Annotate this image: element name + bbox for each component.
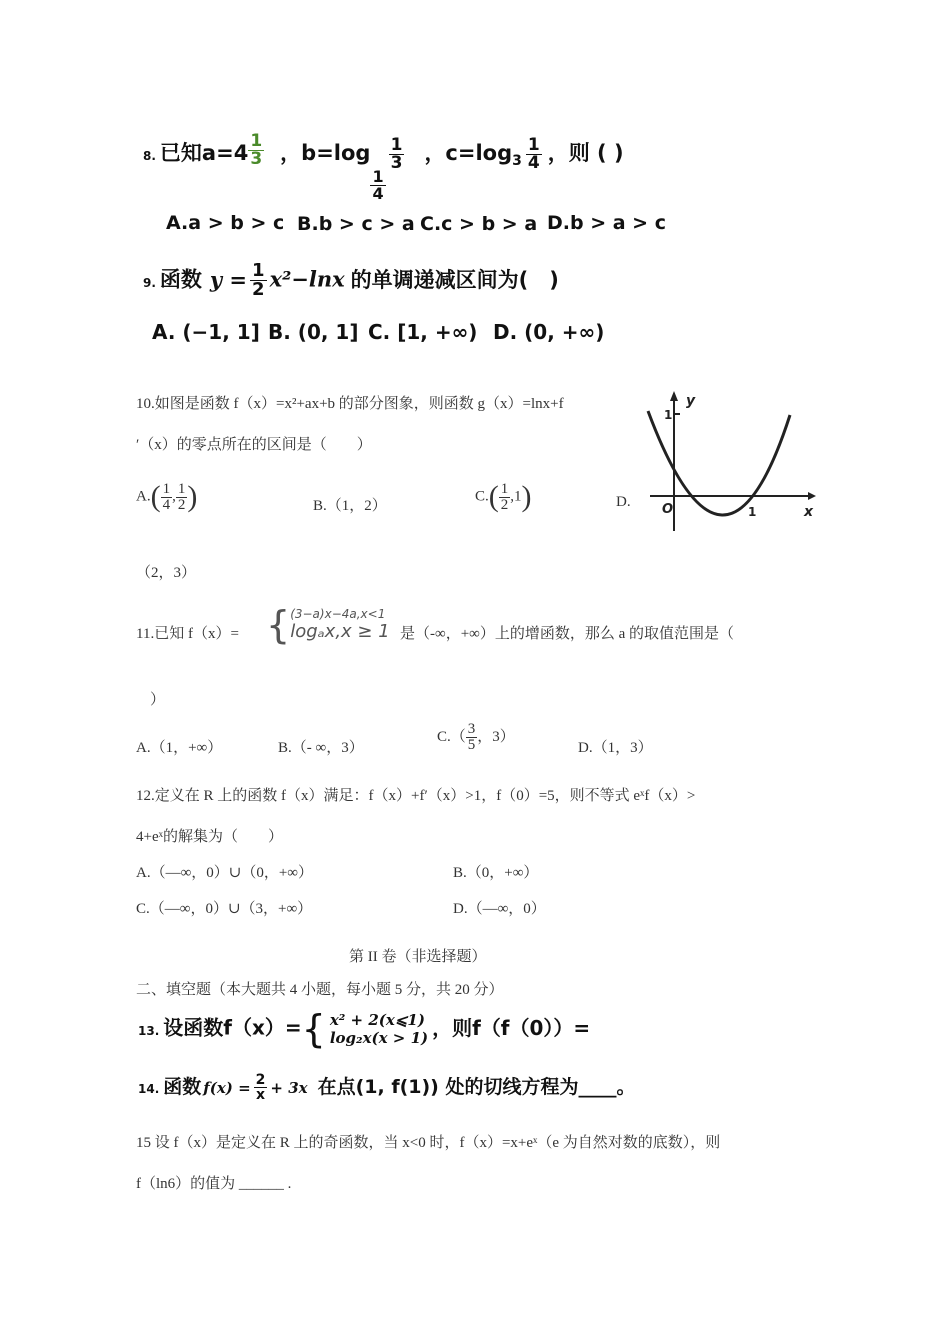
q9-stem: 9. 函数 y = $\frac{1}{2}$ x²−lnx 的单调递减区间为( ) <box>143 260 559 300</box>
section-title: 第 II 卷（非选择题） <box>349 949 487 965</box>
q12-stem-line2: 4+eˣ的解集为（ ） <box>136 829 283 845</box>
q15-stem-line2: f（ln6）的值为 ______ . <box>136 1176 292 1192</box>
q9-option-d: D. (0, +∞) <box>493 320 605 344</box>
a-exponent-fraction: $\frac{1}{3}$ <box>250 131 263 169</box>
parabola-curve <box>648 411 790 515</box>
q12-option-b: B.（0，+∞） <box>453 865 539 881</box>
q12-option-c: C.（—∞，0）∪（3，+∞） <box>136 901 313 917</box>
q14-fraction: $\frac{2}{x}$ <box>255 1072 266 1103</box>
q13-number: 13. <box>138 1023 160 1038</box>
q13-stem: 13. 设函数f（x）={ x² + 2(x⩽1) log₂x(x > 1) ，则f（f（0））= <box>138 1007 591 1051</box>
b-base-fraction: $\frac{1}{4}$ <box>372 167 384 203</box>
q14-stem: 14. 函数 f(x) = $\frac{2}{x}$ + 3x 在点(1, f(1)) 处的切线方程为____。 <box>138 1072 636 1103</box>
section-heading: 二、填空题（本大题共 4 小题，每小题 5 分，共 20 分） <box>136 982 504 998</box>
q11-piecewise: { (3−a)x−4a,x<1 logₐx,x ≥ 1 <box>266 603 390 647</box>
q8-option-b: B.b > c > a <box>297 213 415 235</box>
q11-lead: 11.已知 f（x）= <box>136 626 239 642</box>
q12-option-a: A.（—∞，0）∪（0，+∞） <box>136 865 313 881</box>
c-arg-fraction: $\frac{1}{4}$ <box>527 134 540 173</box>
q14-number: 14. <box>138 1082 160 1096</box>
y-axis-arrow <box>670 391 678 401</box>
q8-number: 8. <box>143 149 156 163</box>
origin-label: O <box>662 502 674 517</box>
q11-option-a: A.（1，+∞） <box>136 740 223 756</box>
b-arg-fraction: $\frac{1}{3}$ <box>390 134 403 173</box>
q10-option-d-value: （2，3） <box>136 565 197 581</box>
q9-number: 9. <box>143 275 156 290</box>
q9-option-b: B. (0, 1] <box>268 320 359 344</box>
q8-option-d: D.b > a > c <box>547 212 666 234</box>
parabola-graph <box>640 385 820 535</box>
q10-stem-line1: 10.如图是函数 f（x）=x²+ax+b 的部分图象，则函数 g（x）=lnx+f <box>136 396 564 412</box>
q9-half-fraction: $\frac{1}{2}$ <box>252 260 265 300</box>
y-tick-label: 1 <box>664 408 673 422</box>
q10-option-d-label: D. <box>616 494 631 510</box>
q10-option-b: B.（1，2） <box>313 498 387 514</box>
x-axis-arrow <box>808 492 816 500</box>
x-tick-label: 1 <box>748 505 757 519</box>
q11-option-b: B.（- ∞，3） <box>278 740 364 756</box>
q15-stem-line1: 15 设 f（x）是定义在 R 上的奇函数，当 x<0 时，f（x）=x+eˣ（e 为自然对数的底数），则 <box>136 1135 721 1151</box>
q8-option-a: A.a > b > c <box>166 212 285 234</box>
q10-option-a: A.( $\frac{1}{4}$ , $\frac{1}{2}$ ) <box>136 480 198 513</box>
q8-option-c: C.c > b > a <box>420 213 538 235</box>
q9-option-c: C. [1, +∞) <box>368 320 478 344</box>
q11-tail: 是（-∞，+∞）上的增函数，那么 a 的取值范围是（ <box>400 626 735 642</box>
x-axis-label: x <box>804 504 814 520</box>
q8-stem: 8. 已知a=4 $\frac{1}{3}$ ，b=log $\frac{1}{4}$ $\frac{1}{3}$ ，$c=\log_3$ $\frac{1}{4}$ ，则 ( ) <box>143 131 624 203</box>
q11-option-c: C.（ $\frac{3}{5}$ ，3） <box>437 721 515 753</box>
q11-option-d: D.（1，3） <box>578 740 653 756</box>
q10-option-c: C.( $\frac{1}{2}$ ,1) <box>475 480 532 513</box>
q12-option-d: D.（—∞，0） <box>453 901 546 917</box>
y-axis-label: y <box>686 393 696 409</box>
q9-option-a: A. (−1, 1] <box>152 320 260 344</box>
q11-close: ） <box>150 692 166 708</box>
q12-stem-line1: 12.定义在 R 上的函数 f（x）满足：f（x）+f′（x）>1，f（0）=5，则不等式 eˣf（x）> <box>136 788 696 804</box>
q10-stem-line2: ′（x）的零点所在的区间是（ ） <box>136 437 372 453</box>
